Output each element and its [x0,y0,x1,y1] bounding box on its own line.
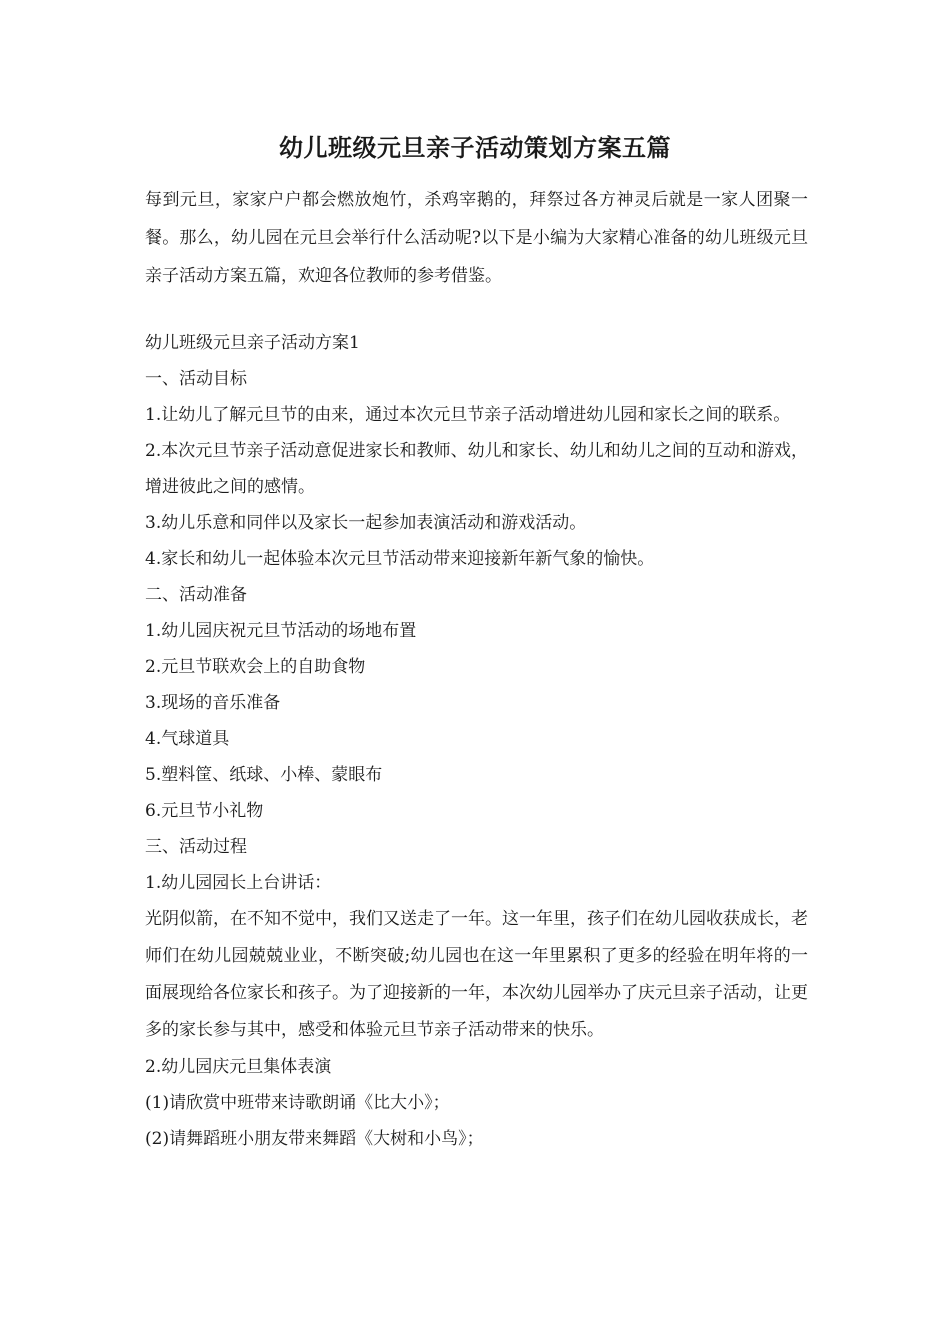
list-item: 1.幼儿园庆祝元旦节活动的场地布置 [145,621,417,641]
list-item: (2)请舞蹈班小朋友带来舞蹈《大树和小鸟》； [145,1129,484,1149]
list-item: 2.本次元旦节亲子活动意促进家长和教师、幼儿和家长、幼儿和幼儿之间的互动和游戏，增进彼此之间的感情。 [145,441,808,497]
list-item: 3.现场的音乐准备 [145,693,281,713]
list-item: 1.幼儿园园长上台讲话： [145,873,332,893]
subheading: 三、活动过程 [145,837,247,857]
list-item: 4.气球道具 [145,729,230,749]
intro-paragraph: 每到元旦，家家户户都会燃放炮竹，杀鸡宰鹅的，拜祭过各方神灵后就是一家人团聚一餐。那么，幼儿园在元旦会举行什么活动呢?以下是小编为大家精心准备的幼儿班级元旦亲子活动方案五篇，欢迎各位教师的参考借鉴。 [145,190,808,286]
list-item: 1.让幼儿了解元旦节的由来，通过本次元旦节亲子活动增进幼儿园和家长之间的联系。 [145,405,791,425]
list-item: 4.家长和幼儿一起体验本次元旦节活动带来迎接新年新气象的愉快。 [145,549,655,569]
list-item: 3.幼儿乐意和同伴以及家长一起参加表演活动和游戏活动。 [145,513,587,533]
document-title: 幼儿班级元旦亲子活动策划方案五篇 [279,133,671,162]
list-item: 6.元旦节小礼物 [145,801,264,821]
list-item: 5.塑料筐、纸球、小棒、蒙眼布 [145,765,383,785]
subheading: 二、活动准备 [145,585,247,605]
list-item: 2.元旦节联欢会上的自助食物 [145,657,366,677]
section-heading: 幼儿班级元旦亲子活动方案1 [145,333,360,353]
list-item: 2.幼儿园庆元旦集体表演 [145,1057,332,1077]
speech-paragraph: 光阴似箭，在不知不觉中，我们又送走了一年。这一年里，孩子们在幼儿园收获成长，老师们在幼儿园兢兢业业，不断突破;幼儿园也在这一年里累积了更多的经验在明年将的一面展现给各位家长和孩子。为了迎接新的一年，本次幼儿园举办了庆元旦亲子活动，让更多的家长参与其中，感受和体验元旦节亲子活动带来的快乐。 [145,909,808,1040]
subheading: 一、活动目标 [145,369,247,389]
list-item: (1)请欣赏中班带来诗歌朗诵《比大小》； [145,1093,450,1113]
document-body [145,325,808,1157]
